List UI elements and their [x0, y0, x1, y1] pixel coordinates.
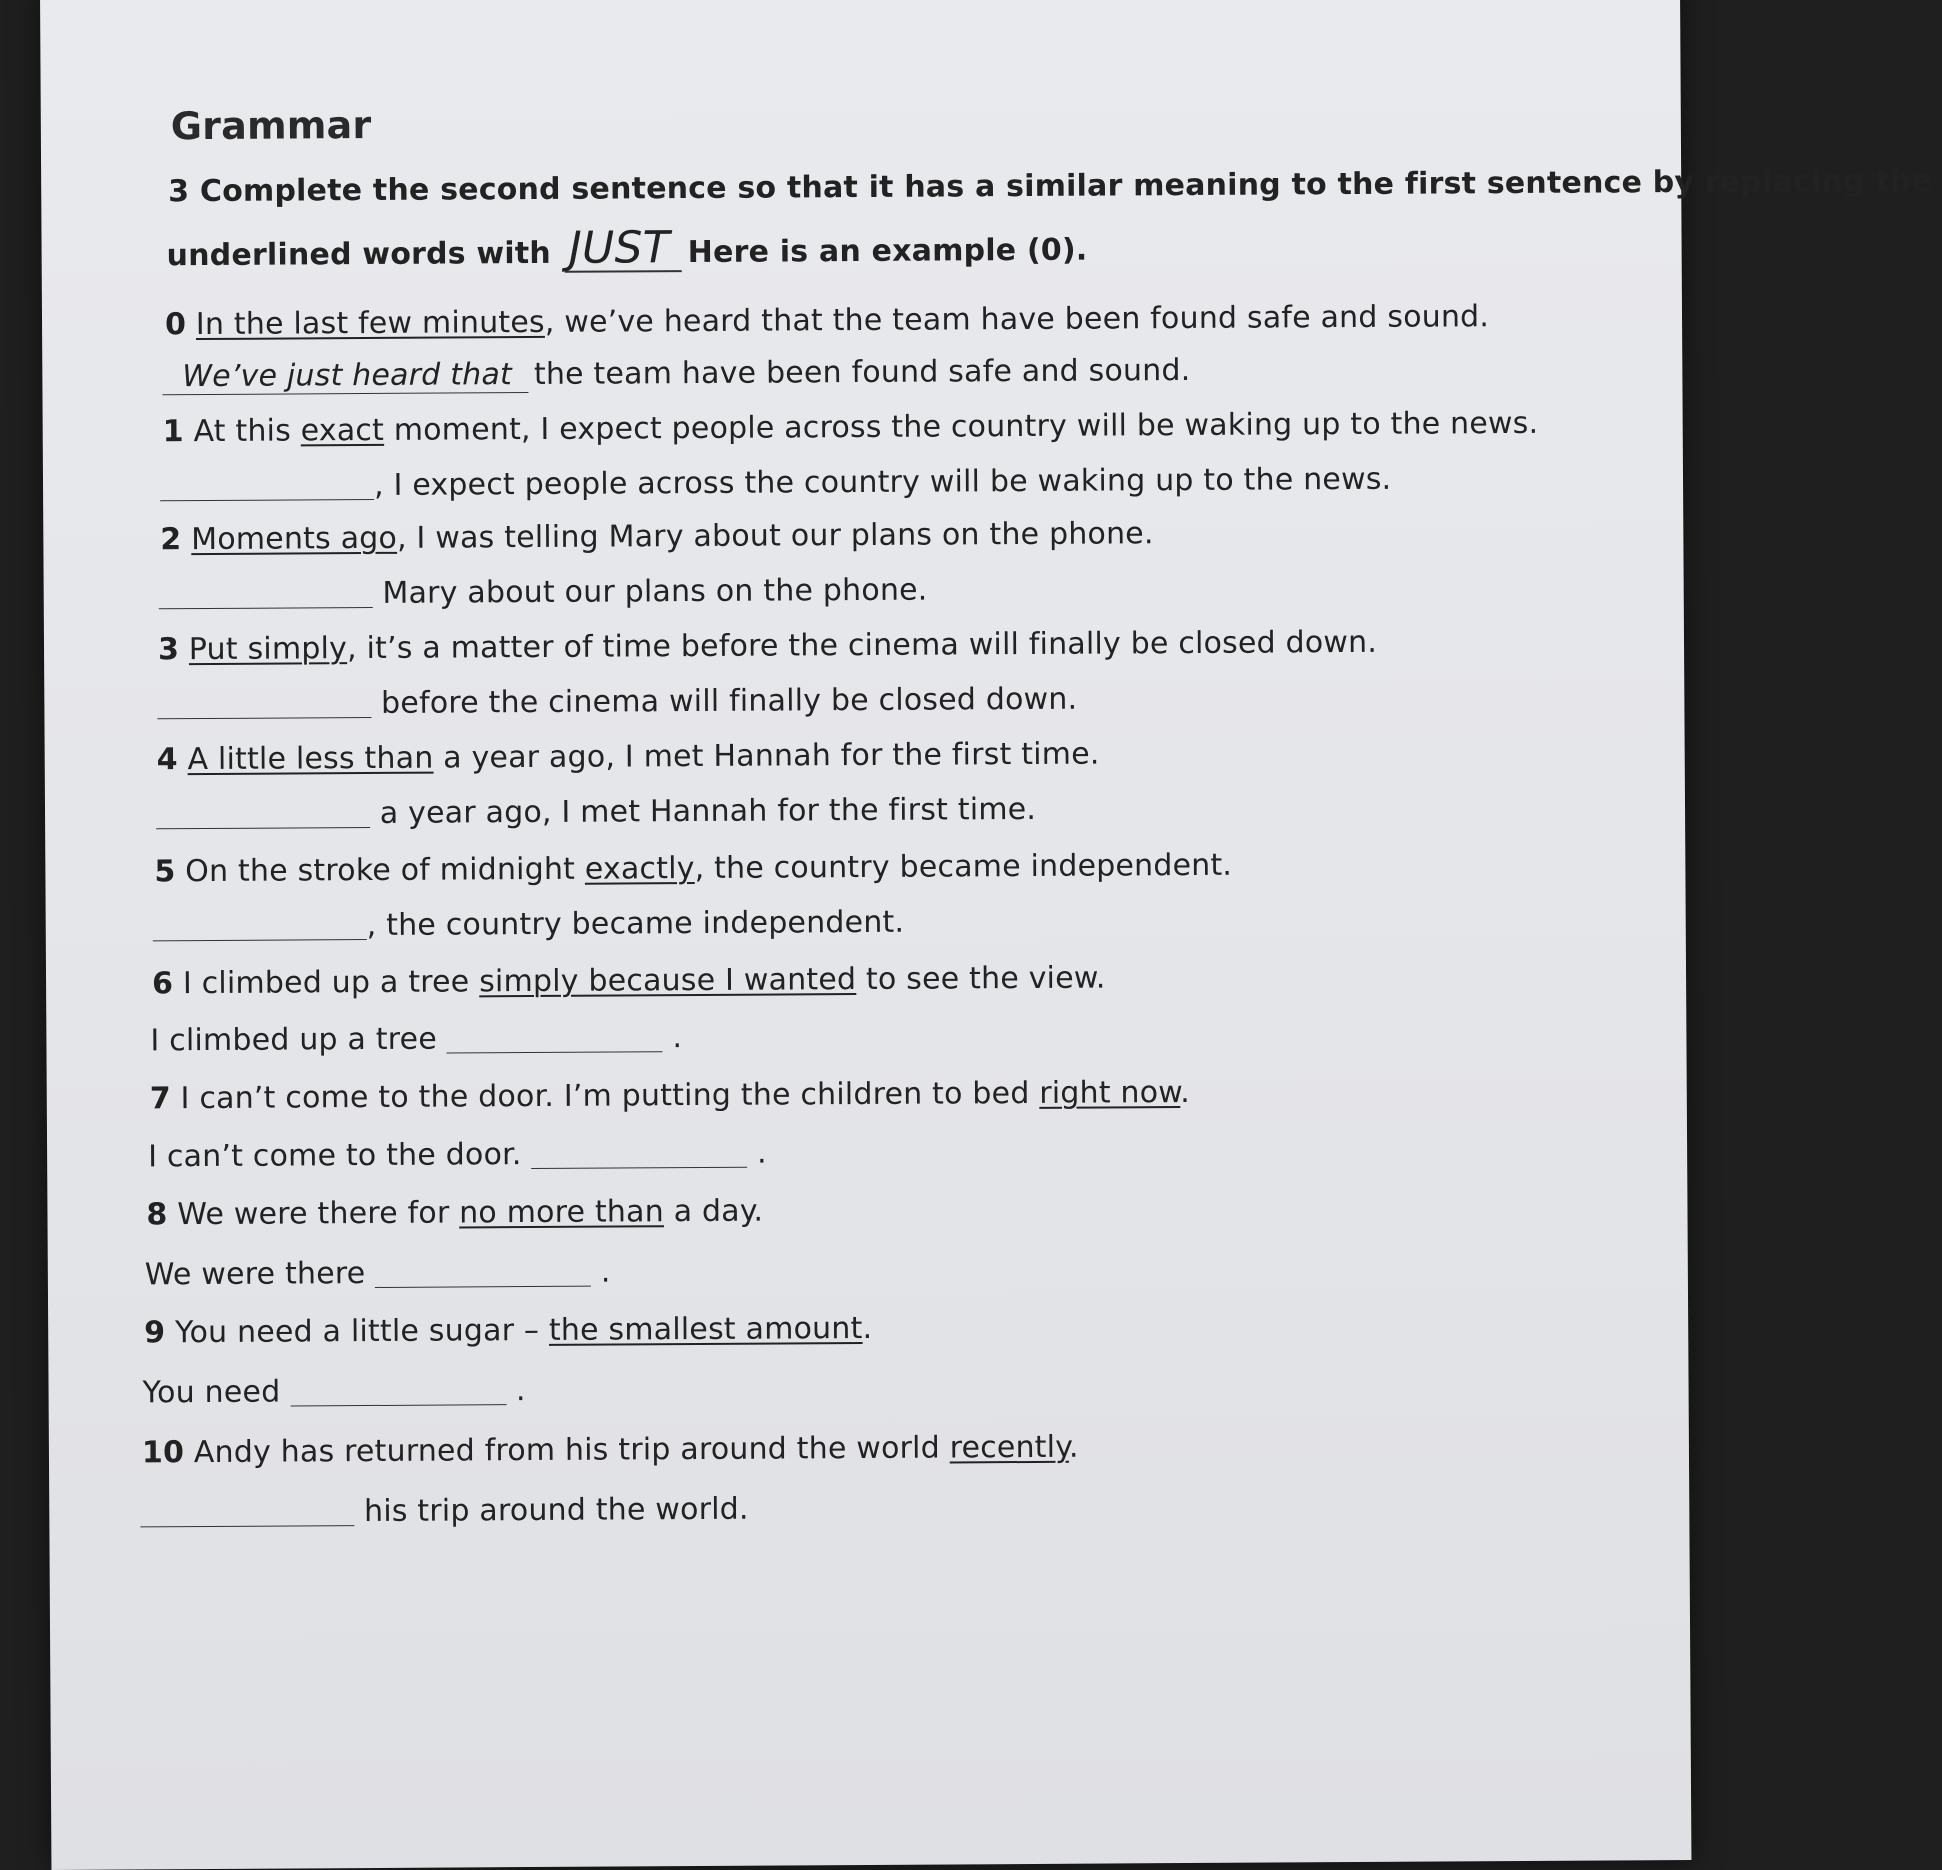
underlined-phrase: no more than [459, 1194, 665, 1231]
item-3-rewrite [157, 682, 1077, 723]
item-5-sentence [154, 848, 1232, 890]
item-number: 5 [154, 854, 176, 890]
item-number: 3 [157, 632, 180, 668]
sentence-text: . [600, 1254, 611, 1290]
instruction-line-2 [166, 224, 1087, 276]
sentence-text: I can’t come to the door. I’m putting the children to bed [180, 1075, 1040, 1117]
sentence-text: a year ago, I met Hannah for the first time. [433, 736, 1100, 776]
sentence-text: . [515, 1373, 526, 1409]
item-7-sentence [150, 1075, 1190, 1116]
item-number: 7 [149, 1081, 171, 1117]
item-8-sentence [146, 1194, 763, 1233]
sentence-text: . [672, 1020, 683, 1056]
answer-blank[interactable] [159, 577, 373, 609]
underlined-phrase: right now [1039, 1075, 1181, 1111]
item-6-rewrite [150, 1020, 682, 1058]
item-1-rewrite [160, 462, 1392, 505]
worksheet-page [40, 0, 1933, 1870]
answer-blank[interactable] [157, 687, 371, 719]
item-number: 0 [164, 307, 187, 343]
sentence-text: , it’s a matter of time before the cinema will finally be closed down. [346, 624, 1378, 667]
instruction-example-note: Here is an example (0). [687, 232, 1088, 271]
item-number: 4 [156, 742, 178, 778]
underlined-phrase: exactly [584, 851, 695, 887]
item-6-sentence [152, 961, 1106, 1002]
answer-blank[interactable] [531, 1137, 747, 1169]
item-9-rewrite [142, 1373, 525, 1410]
item-5-rewrite [153, 905, 905, 945]
item-3-sentence [158, 625, 1377, 667]
instruction-text: underlined words with [166, 235, 552, 274]
sentence-text: Andy has returned from his trip around the world [193, 1430, 950, 1471]
sentence-text: his trip around the world. [363, 1491, 749, 1530]
underlined-phrase: Moments ago [191, 520, 398, 558]
answer-blank[interactable] [290, 1374, 506, 1406]
sentence-text: , I was telling Mary about our plans on the phone. [396, 516, 1154, 556]
underlined-phrase: the smallest amount [548, 1311, 863, 1348]
underlined-phrase: simply because I wanted [479, 962, 857, 1000]
sentence-text: You need [142, 1374, 281, 1411]
answer-blank[interactable] [140, 1495, 354, 1527]
sentence-text: a day. [663, 1193, 764, 1230]
sentence-text: I climbed up a tree [150, 1021, 438, 1059]
sentence-text: I climbed up a tree [182, 964, 480, 1002]
sentence-text: At this [193, 413, 301, 450]
item-10-rewrite [140, 1492, 749, 1531]
sentence-text: the team have been found safe and sound. [533, 352, 1191, 392]
sentence-text: a year ago, I met Hannah for the first time. [379, 791, 1037, 831]
item-number: 2 [160, 522, 182, 558]
item-0-example-answer [162, 353, 1190, 395]
answer-blank[interactable] [160, 469, 374, 501]
item-number: 9 [144, 1315, 166, 1351]
item-number: 8 [146, 1197, 168, 1233]
item-8-rewrite [145, 1255, 611, 1293]
sentence-text: . [756, 1135, 767, 1171]
item-10-sentence [142, 1430, 1079, 1471]
page-title: Grammar [170, 102, 372, 149]
sentence-text: You need a little sugar – [174, 1312, 550, 1351]
item-9-sentence [144, 1311, 872, 1350]
underlined-phrase: Put simply [188, 631, 348, 668]
answer-blank[interactable] [153, 909, 367, 941]
answer-blank[interactable] [375, 1256, 591, 1288]
item-1-sentence [163, 406, 1539, 449]
underlined-phrase: In the last few minutes [195, 304, 545, 343]
item-4-sentence [157, 737, 1100, 778]
example-answer: We’ve just heard that [162, 357, 528, 395]
sentence-text: , we’ve heard that the team have been found safe and sound. [544, 299, 1490, 340]
item-number: 10 [141, 1435, 185, 1471]
sentence-text: , I expect people across the country will be waking up to the news. [373, 461, 1392, 503]
sentence-text: , the country became independent. [694, 847, 1233, 887]
sentence-text: to see the view. [856, 960, 1106, 998]
sentence-text: We were there [144, 1256, 366, 1293]
item-4-rewrite [156, 792, 1036, 832]
item-0-sentence [165, 299, 1489, 342]
answer-blank[interactable] [447, 1021, 663, 1053]
item-number: 6 [151, 966, 174, 1002]
underlined-phrase: recently [949, 1429, 1070, 1466]
item-number: 1 [162, 414, 184, 450]
instruction-line-1: 3 Complete the second sentence so that it has a similar meaning to the first sentence by replacing the [168, 163, 1933, 210]
sentence-text: I can’t come to the door. [148, 1137, 522, 1175]
sentence-text: . [1180, 1074, 1191, 1111]
sentence-text: before the cinema will finally be closed down. [381, 681, 1078, 721]
sentence-text: We were there for [177, 1195, 460, 1233]
sentence-text: . [862, 1310, 873, 1347]
keyword-just: JUST [565, 226, 682, 273]
underlined-phrase: A little less than [187, 740, 434, 778]
sentence-text: Mary about our plans on the phone. [382, 572, 928, 611]
sentence-text: On the stroke of midnight [185, 851, 585, 890]
sentence-text: moment, I expect people across the country will be waking up to the news. [383, 405, 1539, 448]
answer-blank[interactable] [156, 797, 370, 829]
sentence-text: , the country became independent. [366, 904, 905, 944]
underlined-phrase: exact [300, 412, 385, 449]
item-2-rewrite [159, 573, 928, 613]
item-2-sentence [160, 516, 1153, 557]
item-7-rewrite [148, 1136, 767, 1175]
sentence-text: . [1068, 1429, 1079, 1465]
